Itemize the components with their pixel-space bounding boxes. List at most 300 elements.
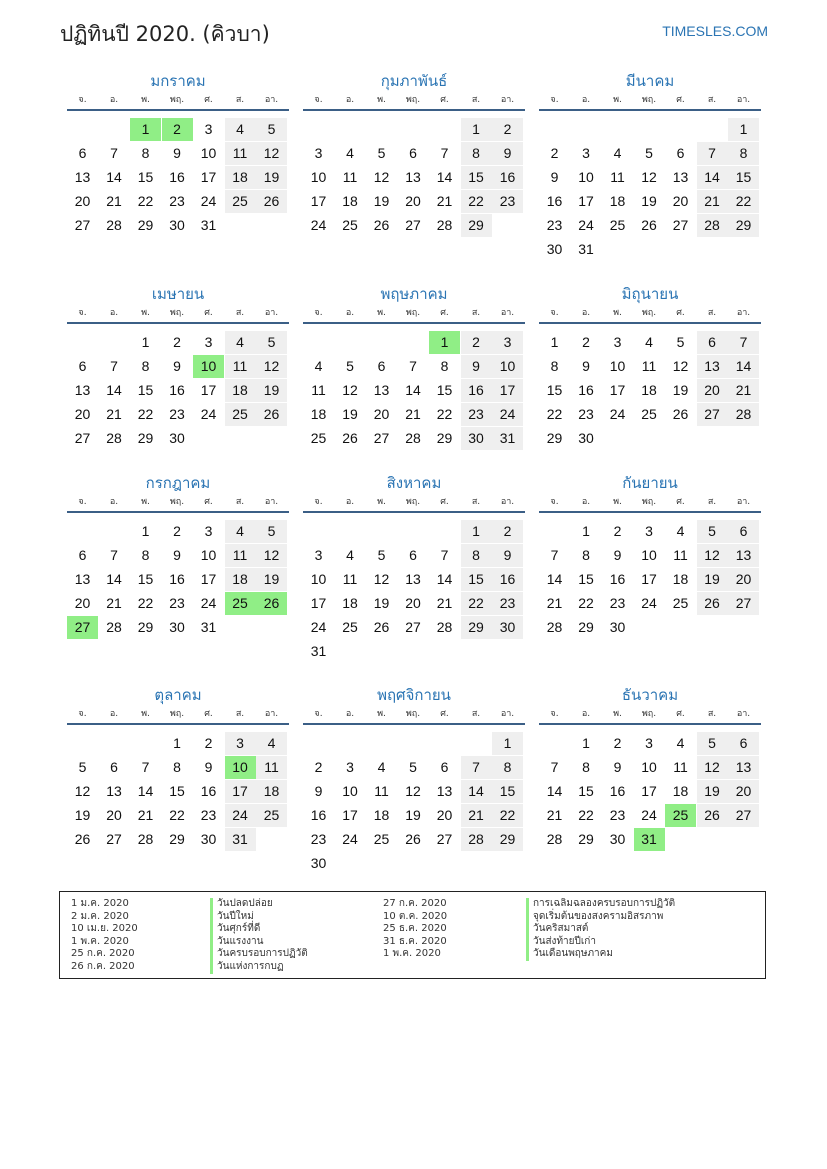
day-cell: 29 <box>578 831 594 847</box>
day-cell: 1 <box>492 732 523 755</box>
day-cell: 30 <box>169 430 185 446</box>
weekday-header: พฤ. <box>169 709 185 719</box>
day-cell: 10 <box>310 571 327 587</box>
day-cell: 24 <box>609 406 626 422</box>
day-cell: 7 <box>728 331 759 354</box>
day-cell: 13 <box>373 382 390 398</box>
day-cell: 15 <box>492 780 523 803</box>
day-cell: 26 <box>74 831 91 847</box>
day-cell: 7 <box>550 759 559 775</box>
day-cell: 7 <box>461 756 492 779</box>
day-cell: 17 <box>200 571 217 587</box>
weekday-header: พ. <box>613 95 622 105</box>
day-cell: 3 <box>582 145 590 161</box>
day-cell: 25 <box>342 217 358 233</box>
day-cell: 24 <box>641 807 657 823</box>
day-cell: 5 <box>377 547 386 563</box>
day-cell: 4 <box>225 331 256 354</box>
weekday-header: อ. <box>581 497 591 507</box>
weekday-header: พฤ. <box>169 308 185 318</box>
day-cell: 16 <box>609 783 626 799</box>
day-cell: 16 <box>578 382 594 398</box>
day-cell: 27 <box>106 831 122 847</box>
month-name: ตุลาคม <box>154 686 202 704</box>
holiday-day-cell: 31 <box>634 828 665 851</box>
legend-holiday-name: วันปีใหม่ <box>217 910 254 922</box>
day-cell: 12 <box>256 142 287 165</box>
day-cell: 15 <box>546 382 563 398</box>
month-rule <box>539 322 761 324</box>
day-cell: 26 <box>672 406 689 422</box>
day-cell: 11 <box>374 783 389 799</box>
day-cell: 8 <box>728 142 759 165</box>
weekday-header: จ. <box>550 709 559 719</box>
day-cell: 12 <box>342 382 358 398</box>
day-cell: 21 <box>137 807 154 823</box>
weekday-header: จ. <box>550 308 559 318</box>
weekday-header: ศ. <box>676 95 685 105</box>
day-cell: 12 <box>697 756 728 779</box>
day-cell: 26 <box>373 619 390 635</box>
month-name: มิถุนายน <box>621 285 679 303</box>
day-cell: 24 <box>225 804 256 827</box>
day-cell: 29 <box>578 619 594 635</box>
weekday-header: จ. <box>550 497 559 507</box>
day-cell: 3 <box>645 735 653 751</box>
weekday-header: พ. <box>613 308 622 318</box>
day-cell: 7 <box>141 759 150 775</box>
day-cell: 4 <box>346 547 354 563</box>
weekday-header: พฤ. <box>641 95 657 105</box>
weekday-header: ศ. <box>676 497 685 507</box>
day-cell: 28 <box>106 430 122 446</box>
day-cell: 16 <box>310 807 327 823</box>
weekday-header: อา. <box>500 95 515 105</box>
weekday-header: อา. <box>736 308 751 318</box>
day-cell: 3 <box>225 732 256 755</box>
page-title: ปฏิทินปี 2020. (คิวบา) <box>60 22 270 46</box>
weekday-header: อ. <box>581 709 591 719</box>
day-cell: 8 <box>440 358 449 374</box>
day-cell: 25 <box>373 831 390 847</box>
legend-date: 1 ม.ค. 2020 <box>71 898 129 909</box>
weekday-header: ส. <box>235 308 245 318</box>
day-cell: 4 <box>645 334 653 350</box>
day-cell: 7 <box>110 145 118 161</box>
day-cell: 5 <box>409 759 417 775</box>
day-cell: 29 <box>461 214 492 237</box>
holiday-day-cell: 25 <box>225 592 256 615</box>
weekday-header: จ. <box>314 709 323 719</box>
day-cell: 23 <box>169 193 185 209</box>
month-rule <box>303 723 525 725</box>
legend-dates-right <box>383 898 447 961</box>
legend-date: 25 ก.ค. 2020 <box>71 948 135 959</box>
day-cell: 15 <box>137 382 154 398</box>
day-cell: 23 <box>310 831 327 847</box>
weekday-header: ศ. <box>204 497 213 507</box>
legend-date: 27 ก.ค. 2020 <box>383 898 447 909</box>
day-cell: 4 <box>225 118 256 141</box>
day-cell: 14 <box>546 571 563 587</box>
day-cell: 24 <box>310 217 327 233</box>
day-cell: 12 <box>74 783 91 799</box>
day-cell: 13 <box>106 783 122 799</box>
day-cell: 15 <box>137 571 154 587</box>
day-cell: 14 <box>137 783 154 799</box>
day-cell: 11 <box>641 358 657 374</box>
day-cell: 8 <box>141 358 150 374</box>
day-cell: 8 <box>582 759 590 775</box>
legend-holiday-name: วันแรงงาน <box>217 935 264 947</box>
weekday-header: พฤ. <box>405 497 421 507</box>
day-cell: 12 <box>373 169 390 185</box>
day-cell: 21 <box>436 193 453 209</box>
day-cell: 9 <box>314 783 323 799</box>
day-cell: 25 <box>256 804 287 827</box>
legend-holiday-name: จุดเริ่มต้นของสงครามอิสรภาพ <box>533 910 664 922</box>
day-cell: 28 <box>106 619 122 635</box>
day-cell: 14 <box>405 382 421 398</box>
month-name: กรกฎาคม <box>145 474 211 492</box>
day-cell: 31 <box>200 619 217 635</box>
day-cell: 18 <box>672 571 689 587</box>
day-cell: 25 <box>310 430 327 446</box>
day-cell: 4 <box>377 759 386 775</box>
weekday-header: พฤ. <box>641 308 657 318</box>
day-cell: 31 <box>492 427 523 450</box>
day-cell: 19 <box>256 166 287 189</box>
day-cell: 10 <box>310 169 327 185</box>
day-cell: 20 <box>74 193 91 209</box>
day-cell: 26 <box>373 217 390 233</box>
day-cell: 5 <box>78 759 87 775</box>
day-cell: 24 <box>342 831 358 847</box>
holiday-day-cell: 1 <box>429 331 460 354</box>
day-cell: 7 <box>440 547 449 563</box>
day-cell: 14 <box>546 783 563 799</box>
day-cell: 14 <box>461 780 492 803</box>
day-cell: 1 <box>461 118 492 141</box>
weekday-header: อา. <box>264 95 279 105</box>
day-cell: 29 <box>137 430 154 446</box>
day-cell: 18 <box>342 193 358 209</box>
day-cell: 25 <box>225 403 256 426</box>
day-cell: 23 <box>169 595 185 611</box>
day-cell: 6 <box>78 145 87 161</box>
weekday-header: ส. <box>707 95 717 105</box>
day-cell: 17 <box>492 379 523 402</box>
weekday-header: อ. <box>109 709 119 719</box>
day-cell: 27 <box>436 831 453 847</box>
day-cell: 7 <box>697 142 728 165</box>
day-cell: 11 <box>342 169 358 185</box>
day-cell: 19 <box>641 193 657 209</box>
legend-date: 25 ธ.ค. 2020 <box>383 923 447 934</box>
day-cell: 20 <box>697 379 728 402</box>
day-cell: 11 <box>225 544 256 567</box>
weekday-header: อา. <box>264 308 279 318</box>
day-cell: 13 <box>672 169 689 185</box>
day-cell: 6 <box>697 331 728 354</box>
day-cell: 8 <box>461 544 492 567</box>
day-cell: 13 <box>74 382 91 398</box>
legend-holiday-name: วันคริสมาสต์ <box>533 923 589 934</box>
day-cell: 11 <box>610 169 625 185</box>
day-cell: 22 <box>492 804 523 827</box>
day-cell: 27 <box>728 804 759 827</box>
legend-date: 31 ธ.ค. 2020 <box>383 935 447 947</box>
day-cell: 3 <box>346 759 354 775</box>
day-cell: 20 <box>373 406 390 422</box>
weekday-header: พ. <box>613 497 622 507</box>
day-cell: 9 <box>492 544 523 567</box>
day-cell: 27 <box>697 403 728 426</box>
day-cell: 1 <box>582 523 590 539</box>
day-cell: 16 <box>492 568 523 591</box>
day-cell: 2 <box>613 523 622 539</box>
weekday-header: พฤ. <box>169 497 185 507</box>
legend-holiday-name: วันแห่งการกบฏ <box>217 960 284 972</box>
day-cell: 18 <box>225 379 256 402</box>
day-cell: 16 <box>169 382 185 398</box>
day-cell: 1 <box>141 334 150 350</box>
day-cell: 17 <box>641 783 657 799</box>
day-cell: 9 <box>550 169 559 185</box>
weekday-header: อ. <box>345 308 355 318</box>
day-cell: 26 <box>697 804 728 827</box>
day-cell: 2 <box>492 118 523 141</box>
holiday-day-cell: 26 <box>256 592 287 615</box>
weekday-header: อ. <box>345 497 355 507</box>
day-cell: 20 <box>74 595 91 611</box>
month-name: ธันวาคม <box>621 686 679 704</box>
legend-holiday-name: วันศุกร์ที่ดี <box>217 923 261 934</box>
weekday-header: จ. <box>78 709 87 719</box>
weekday-header: จ. <box>78 497 87 507</box>
day-cell: 20 <box>728 568 759 591</box>
day-cell: 6 <box>78 547 87 563</box>
legend-holiday-marker <box>210 898 213 974</box>
day-cell: 22 <box>728 190 759 213</box>
month-rule <box>539 511 761 513</box>
day-cell: 8 <box>141 145 150 161</box>
day-cell: 2 <box>492 520 523 543</box>
legend-date: 26 ก.ค. 2020 <box>71 960 135 972</box>
day-cell: 18 <box>672 783 689 799</box>
day-cell: 6 <box>728 520 759 543</box>
day-cell: 9 <box>173 358 181 374</box>
day-cell: 24 <box>200 595 217 611</box>
weekday-header: จ. <box>314 497 323 507</box>
day-cell: 11 <box>673 547 688 563</box>
day-cell: 29 <box>137 217 154 233</box>
day-cell: 11 <box>225 142 256 165</box>
weekday-header: อ. <box>109 308 119 318</box>
day-cell: 1 <box>550 334 559 350</box>
day-cell: 22 <box>578 595 594 611</box>
legend-date: 10 ต.ค. 2020 <box>383 910 448 922</box>
day-cell: 13 <box>405 571 421 587</box>
day-cell: 11 <box>311 382 326 398</box>
weekday-header: ศ. <box>204 709 213 719</box>
weekday-header: อา. <box>736 709 751 719</box>
weekday-header: ศ. <box>440 709 449 719</box>
day-cell: 8 <box>550 358 559 374</box>
day-cell: 3 <box>613 334 622 350</box>
month-rule <box>303 322 525 324</box>
holiday-day-cell: 25 <box>665 804 696 827</box>
day-cell: 18 <box>256 780 287 803</box>
day-cell: 1 <box>461 520 492 543</box>
day-cell: 30 <box>578 430 594 446</box>
day-cell: 23 <box>200 807 217 823</box>
month-rule <box>67 723 289 725</box>
weekday-header: พฤ. <box>169 95 185 105</box>
day-cell: 21 <box>106 193 122 209</box>
day-cell: 29 <box>492 828 523 851</box>
day-cell: 11 <box>673 759 688 775</box>
day-cell: 30 <box>200 831 217 847</box>
day-cell: 19 <box>256 568 287 591</box>
day-cell: 1 <box>582 735 590 751</box>
day-cell: 18 <box>641 382 657 398</box>
day-cell: 5 <box>697 732 728 755</box>
day-cell: 5 <box>346 358 354 374</box>
day-cell: 25 <box>672 595 689 611</box>
day-cell: 9 <box>173 547 181 563</box>
day-cell: 9 <box>582 358 590 374</box>
day-cell: 20 <box>405 595 421 611</box>
weekday-header: อา. <box>500 497 515 507</box>
weekday-header: อ. <box>109 497 119 507</box>
day-cell: 9 <box>492 142 523 165</box>
day-cell: 28 <box>436 619 453 635</box>
day-cell: 19 <box>342 406 358 422</box>
holiday-day-cell: 1 <box>130 118 161 141</box>
day-cell: 23 <box>609 595 626 611</box>
day-cell: 24 <box>492 403 523 426</box>
day-cell: 20 <box>405 193 421 209</box>
day-cell: 28 <box>106 217 122 233</box>
day-cell: 18 <box>373 807 390 823</box>
day-cell: 21 <box>436 595 453 611</box>
weekday-header: ส. <box>235 709 245 719</box>
legend-date: 1 พ.ค. 2020 <box>71 935 129 947</box>
day-cell: 26 <box>256 190 287 213</box>
day-cell: 19 <box>373 193 390 209</box>
day-cell: 30 <box>609 831 626 847</box>
day-cell: 6 <box>78 358 87 374</box>
day-cell: 6 <box>409 547 417 563</box>
day-cell: 28 <box>436 217 453 233</box>
weekday-header: จ. <box>314 95 323 105</box>
day-cell: 13 <box>74 169 91 185</box>
day-cell: 26 <box>342 430 358 446</box>
day-cell: 26 <box>405 831 421 847</box>
day-cell: 19 <box>697 780 728 803</box>
day-cell: 30 <box>169 217 185 233</box>
day-cell: 2 <box>173 334 181 350</box>
day-cell: 8 <box>582 547 590 563</box>
legend-date: 10 เม.ย. 2020 <box>71 923 138 934</box>
day-cell: 16 <box>169 169 185 185</box>
legend-holiday-name: การเฉลิมฉลองครบรอบการปฏิวัติ <box>533 898 676 909</box>
day-cell: 19 <box>74 807 91 823</box>
day-cell: 2 <box>582 334 590 350</box>
day-cell: 29 <box>461 616 492 639</box>
day-cell: 23 <box>546 217 563 233</box>
day-cell: 24 <box>200 193 217 209</box>
day-cell: 13 <box>74 571 91 587</box>
day-cell: 20 <box>436 807 453 823</box>
day-cell: 14 <box>106 169 122 185</box>
month-rule <box>539 109 761 111</box>
day-cell: 27 <box>672 217 689 233</box>
day-cell: 2 <box>173 523 181 539</box>
day-cell: 21 <box>728 379 759 402</box>
day-cell: 8 <box>492 756 523 779</box>
weekday-header: พ. <box>141 95 150 105</box>
day-cell: 17 <box>200 382 217 398</box>
day-cell: 13 <box>697 355 728 378</box>
day-cell: 31 <box>578 241 594 257</box>
day-cell: 7 <box>409 358 417 374</box>
weekday-header: พฤ. <box>405 308 421 318</box>
day-cell: 2 <box>550 145 559 161</box>
day-cell: 18 <box>310 406 327 422</box>
day-cell: 3 <box>492 331 523 354</box>
legend-dates-left <box>71 898 138 973</box>
day-cell: 10 <box>200 145 217 161</box>
day-cell: 17 <box>609 382 626 398</box>
day-cell: 5 <box>377 145 386 161</box>
day-cell: 10 <box>609 358 626 374</box>
weekday-header: พ. <box>377 308 386 318</box>
legend-holiday-marker <box>526 898 529 961</box>
day-cell: 6 <box>377 358 386 374</box>
day-cell: 30 <box>310 855 327 871</box>
month-name: พฤศจิกายน <box>377 686 451 704</box>
day-cell: 12 <box>256 355 287 378</box>
month-rule <box>303 109 525 111</box>
legend-date: 2 ม.ค. 2020 <box>71 910 129 922</box>
day-cell: 30 <box>461 427 492 450</box>
weekday-header: อ. <box>345 95 355 105</box>
day-cell: 16 <box>546 193 563 209</box>
day-cell: 30 <box>609 619 626 635</box>
day-cell: 14 <box>106 571 122 587</box>
weekday-header: ส. <box>471 497 481 507</box>
day-cell: 17 <box>310 595 327 611</box>
site-link[interactable]: TIMESLES.COM <box>662 23 768 39</box>
weekday-header: จ. <box>550 95 559 105</box>
day-cell: 5 <box>256 118 287 141</box>
day-cell: 21 <box>697 190 728 213</box>
day-cell: 23 <box>492 190 523 213</box>
day-cell: 5 <box>256 520 287 543</box>
day-cell: 7 <box>110 547 118 563</box>
day-cell: 14 <box>106 382 122 398</box>
day-cell: 24 <box>578 217 594 233</box>
day-cell: 5 <box>256 331 287 354</box>
day-cell: 16 <box>461 379 492 402</box>
weekday-header: ส. <box>235 497 245 507</box>
day-cell: 28 <box>697 214 728 237</box>
day-cell: 18 <box>225 568 256 591</box>
day-cell: 15 <box>578 783 594 799</box>
day-cell: 21 <box>546 807 563 823</box>
